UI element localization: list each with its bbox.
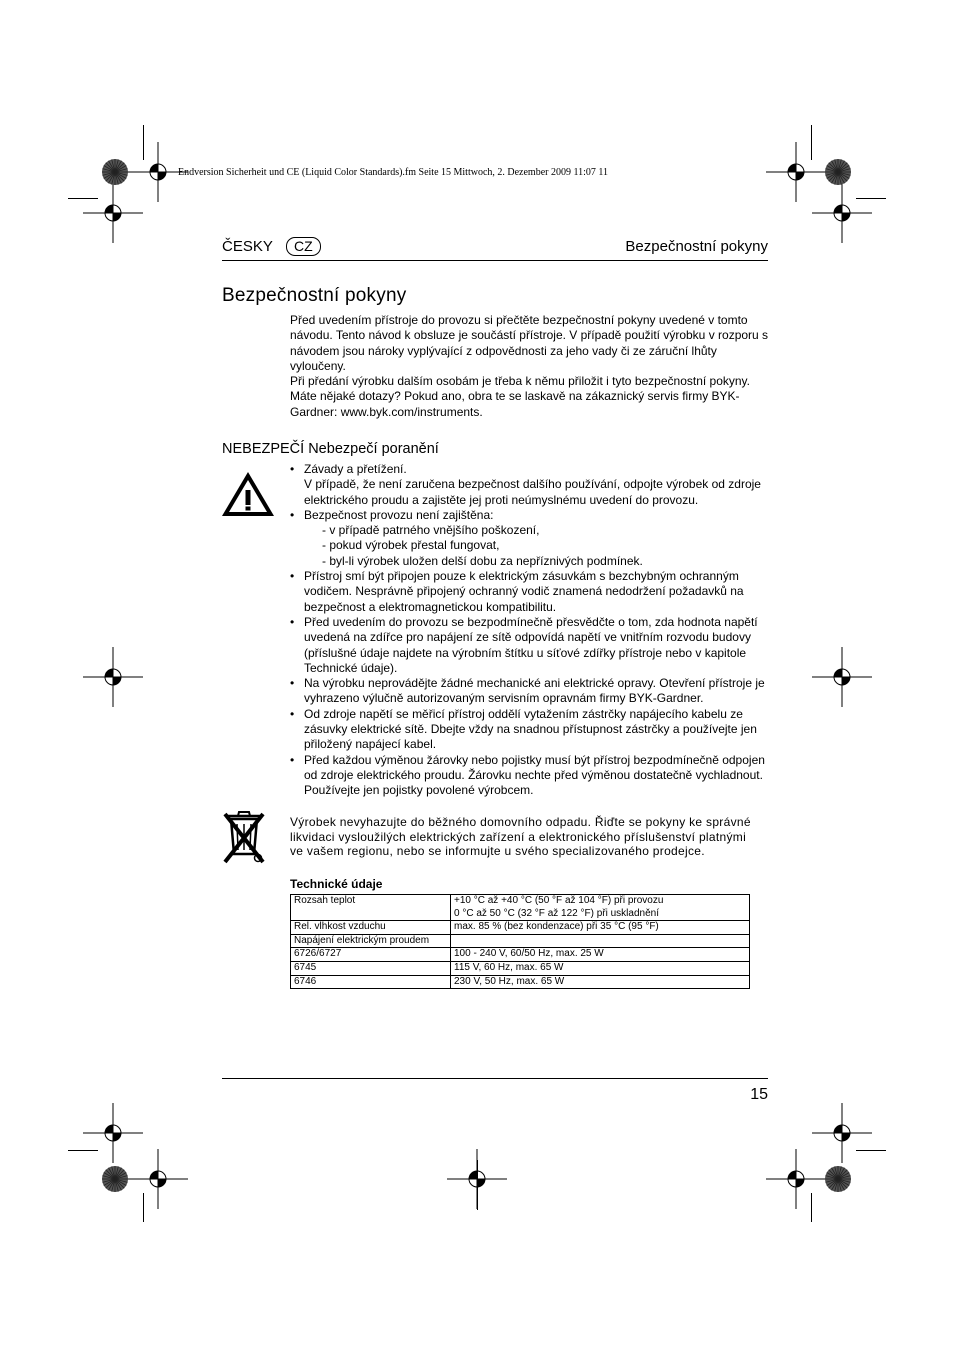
table-cell: 6746 (291, 975, 451, 989)
crop-mark (856, 1150, 886, 1151)
crossed-bin-icon (222, 808, 266, 866)
list-item (290, 676, 770, 707)
intro-paragraph: Při předání výrobku dalším osobám je třeba k němu přiložit i tyto bezpečnostní pokyny. (290, 374, 751, 389)
page-title: Bezpečnostní pokyny (222, 285, 407, 306)
table-cell: 6745 (291, 961, 451, 975)
language-label: ČESKY (222, 238, 273, 255)
crop-mark (68, 1150, 98, 1151)
list-item (290, 707, 770, 753)
list-item (290, 569, 770, 615)
bullet-lead: • Závady a přetížení. (304, 462, 407, 476)
crop-mark (811, 125, 812, 160)
running-head (222, 238, 768, 261)
registration-mark-icon (812, 183, 872, 243)
table-cell: 6726/6727 (291, 948, 451, 962)
tech-data-title: Technické údaje (290, 877, 383, 891)
bullet-text: • Na výrobku neprovádějte žádné mechanické ani elektrické opravy. Otevření přístroje je vyhrazeno výlučně autorizovaným servisním opravnám firmy BYK-Gardner. (304, 676, 765, 706)
sub-list-item: - byl-li výrobek uložen delší dobu za nepříznivých podmínek. (322, 553, 643, 568)
table-row (291, 975, 750, 989)
table-cell: Napájení elektrickým proudem (291, 934, 451, 948)
bullet-text: • Bezpečnost provozu není zajištěna: (304, 507, 494, 522)
print-header: Endversion Sicherheit und CE (Liquid Color Standards).fm Seite 15 Mittwoch, 2. Dezember 2009 11:07 11 (178, 167, 609, 178)
color-star-target-icon (823, 157, 853, 187)
table-cell: 115 V, 60 Hz, max. 65 W (451, 961, 750, 975)
sub-list-item: - pokud výrobek přestal fungovat, (322, 538, 500, 553)
page-number: 15 (750, 1086, 768, 1103)
danger-heading: NEBEZPEČÍ Nebezpečí poranění (222, 441, 439, 457)
registration-mark-icon (83, 183, 143, 243)
disposal-text: Výrobek nevyhazujte do běžného domovního odpadu. Řiďte se pokyny ke správné likvidaci vysloužilých elektrických zařízení a elektronického příslušenství platnými ve vašem regionu, nebo se informujte u svého specializovaného prodejce. (290, 815, 751, 859)
warning-triangle-icon (220, 470, 276, 518)
bullet-text: • Přístroj smí být připojen pouze k elektrickým zásuvkám s bezchybným ochranným vodičem. Nesprávně připojený ochranný vodič znamená nedodržení požadavků na bezpečnost a elektromagnetickou kompatibilitu. (304, 569, 744, 614)
crop-mark (143, 1193, 144, 1222)
crop-mark (143, 125, 144, 160)
table-row (291, 948, 750, 962)
table-cell: max. 85 % (bez kondenzace) při 35 °C (95 °F) (451, 921, 750, 935)
table-cell (451, 895, 750, 921)
cell-line: +10 °C až +40 °C (50 °F až 104 °F) při provozu (454, 895, 664, 906)
crop-mark (477, 1160, 478, 1210)
safety-bullet-list (290, 462, 770, 799)
table-row (291, 895, 750, 921)
registration-mark-icon (812, 647, 872, 707)
list-item (290, 462, 770, 508)
registration-mark-icon (83, 647, 143, 707)
sub-list-item: - v případě patrného vnějšího poškození, (322, 523, 540, 538)
tech-data-table (290, 894, 750, 989)
list-item (290, 508, 770, 569)
table-cell: 100 - 240 V, 60/50 Hz, max. 25 W (451, 948, 750, 962)
color-star-target-icon (100, 1164, 130, 1194)
intro-paragraph: Před uvedením přístroje do provozu si přečtěte bezpečnostní pokyny uvedené v tomto návodu. Tento návod k obsluze je součástí přístroje. V případě použití výrobku v rozporu s návodem jsou nároky vyplývající z odpovědnosti za jeho vady či ze záruční lhůty vyloučeny. (290, 313, 769, 373)
registration-mark-icon (128, 1149, 188, 1209)
table-row (291, 921, 750, 935)
list-item (290, 753, 770, 799)
bullet-text: V případě, že není zaručena bezpečnost dalšího používání, odpojte výrobek od zdroje elektrického proudu a zajistěte jej proti neúmyslnému uvedení do provozu. (304, 477, 761, 507)
cell-line: 0 °C až 50 °C (32 °F až 122 °F) při uskladnění (454, 907, 659, 919)
section-name: Bezpečnostní pokyny (625, 238, 768, 255)
bullet-text: • Před každou výměnou žárovky nebo pojistky musí být přístroj bezpodmínečně odpojen od zdroje elektrického proudu. Žárovku nechte před výměnou dostatečně vychladnout. Používejte jen pojistky povolené výrobcem. (304, 752, 765, 798)
language-code-badge: CZ (286, 237, 321, 256)
bullet-text: • Od zdroje napětí se měřicí přístroj oddělí vytažením zástrčky napájecího kabelu ze zásuvky elektrické sítě. Dbejte vždy na snadnou přístupnost zástrčky a používejte jen přiložený napájecí kabel. (304, 706, 757, 752)
table-cell (451, 934, 750, 948)
table-cell: Rel. vlhkost vzduchu (291, 921, 451, 935)
registration-mark-icon (766, 1149, 826, 1209)
color-star-target-icon (100, 157, 130, 187)
color-star-target-icon (823, 1164, 853, 1194)
table-row (291, 961, 750, 975)
sub-list (304, 523, 770, 569)
table-cell: Rozsah teplot (291, 895, 451, 921)
bullet-text: • Před uvedením do provozu se bezpodmínečně přesvědčte o tom, zda hodnota napětí uvedená na zdířce pro napájení ze sítě odpovídá napětí ve vnitřním rozvodu budovy (příslušné údaje najdete na výrobním štítku u síťové zdířky přístroje nebo v kapitole Technické údaje). (304, 614, 758, 675)
intro-paragraph: Máte nějaké dotazy? Pokud ano, obra te se laskavě na zákaznický servis firmy BYK-Gardner: www.byk.com/instruments. (290, 389, 740, 419)
table-cell: 230 V, 50 Hz, max. 65 W (451, 975, 750, 989)
intro-text (290, 313, 770, 420)
table-row (291, 934, 750, 948)
crop-mark (811, 1193, 812, 1222)
footer-rule (222, 1078, 768, 1079)
crop-mark (856, 198, 886, 199)
list-item (290, 615, 770, 676)
crop-mark (68, 198, 98, 199)
